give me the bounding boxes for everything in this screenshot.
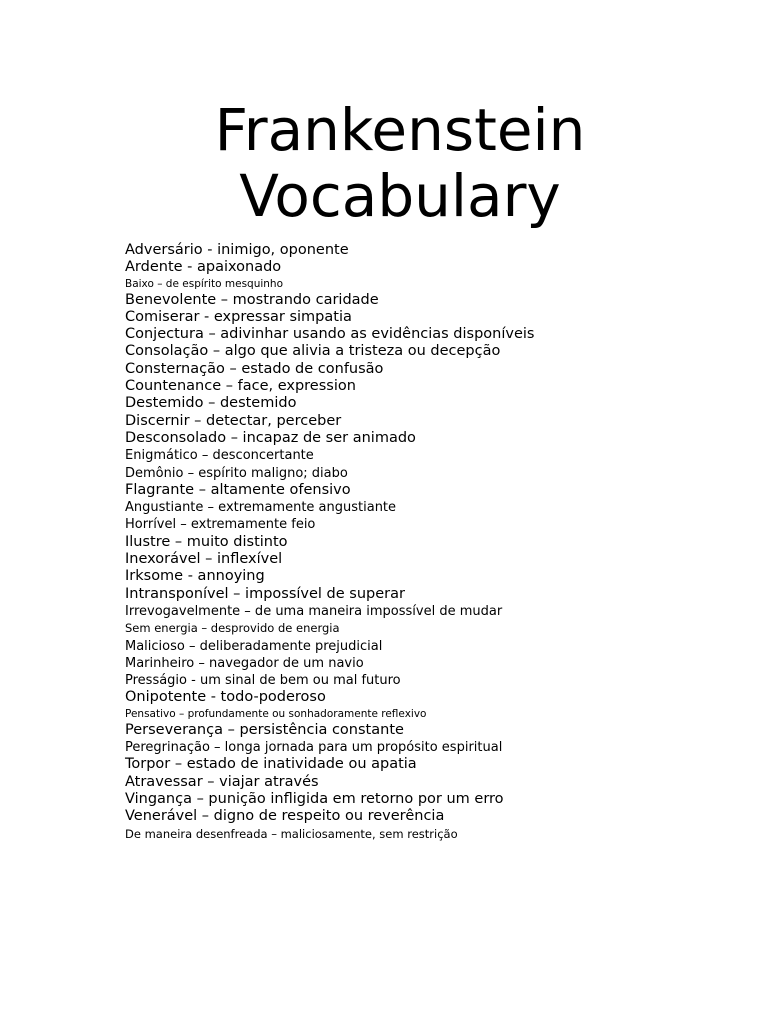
vocabulary-entry: Intransponível – impossível de superar — [125, 585, 405, 602]
vocabulary-entry: Adversário - inimigo, oponente — [125, 242, 349, 258]
vocabulary-entry: Pensativo – profundamente ou sonhadoramente reflexivo — [125, 707, 427, 720]
vocabulary-entry: Malicioso – deliberadamente prejudicial — [125, 638, 383, 654]
vocabulary-entry: Demônio – espírito maligno; diabo — [125, 465, 348, 481]
vocabulary-entry: Destemido – destemido — [125, 395, 297, 412]
vocabulary-entry: Ilustre – muito distinto — [125, 533, 288, 550]
vocabulary-entry: Conjectura – adivinhar usando as evidências disponíveis — [125, 326, 535, 343]
vocabulary-entry: Peregrinação – longa jornada para um propósito espiritual — [125, 740, 503, 756]
vocabulary-entry: Venerável – digno de respeito ou reverência — [125, 808, 445, 825]
page-title — [0, 97, 768, 229]
vocabulary-entry: Enigmático – desconcertante — [125, 448, 314, 464]
vocabulary-list — [125, 242, 534, 843]
vocabulary-entry: Irksome - annoying — [125, 568, 265, 585]
title-line-1: Frankenstein — [214, 96, 586, 164]
vocabulary-entry: Marinheiro – navegador de um navio — [125, 655, 364, 671]
vocabulary-entry: Benevolente – mostrando caridade — [125, 291, 379, 308]
vocabulary-entry: Comiserar - expressar simpatia — [125, 308, 352, 325]
title-line-2: Vocabulary — [239, 162, 561, 230]
vocabulary-entry: Baixo – de espírito mesquinho — [125, 277, 284, 290]
vocabulary-entry: Inexorável – inflexível — [125, 551, 283, 568]
vocabulary-entry: Flagrante – altamente ofensivo — [125, 481, 351, 498]
vocabulary-entry: Vingança – punição infligida em retorno por um erro — [125, 790, 504, 807]
vocabulary-entry: Onipotente - todo-poderoso — [125, 689, 326, 706]
vocabulary-entry: De maneira desenfreada – maliciosamente, sem restrição — [125, 826, 458, 841]
vocabulary-entry: Sem energia – desprovido de energia — [125, 621, 340, 636]
vocabulary-entry: Consolação – algo que alivia a tristeza ou decepção — [125, 343, 501, 360]
vocabulary-entry: Presságio - um sinal de bem ou mal futuro — [125, 673, 401, 689]
vocabulary-entry: Torpor – estado de inatividade ou apatia — [125, 756, 417, 773]
vocabulary-entry: Countenance – face, expression — [125, 378, 356, 395]
vocabulary-entry: Desconsolado – incapaz de ser animado — [125, 429, 416, 446]
vocabulary-entry: Atravessar – viajar através — [125, 773, 319, 790]
vocabulary-entry: Perseverança – persistência constante — [125, 721, 404, 738]
vocabulary-entry: Horrível – extremamente feio — [125, 517, 316, 533]
vocabulary-entry: Ardente - apaixonado — [125, 259, 282, 276]
vocabulary-entry: Angustiante – extremamente angustiante — [125, 500, 397, 516]
vocabulary-entry: Consternação – estado de confusão — [125, 360, 384, 377]
vocabulary-entry: Discernir – detectar, perceber — [125, 412, 342, 429]
vocabulary-entry: Irrevogavelmente – de uma maneira impossível de mudar — [125, 603, 503, 619]
